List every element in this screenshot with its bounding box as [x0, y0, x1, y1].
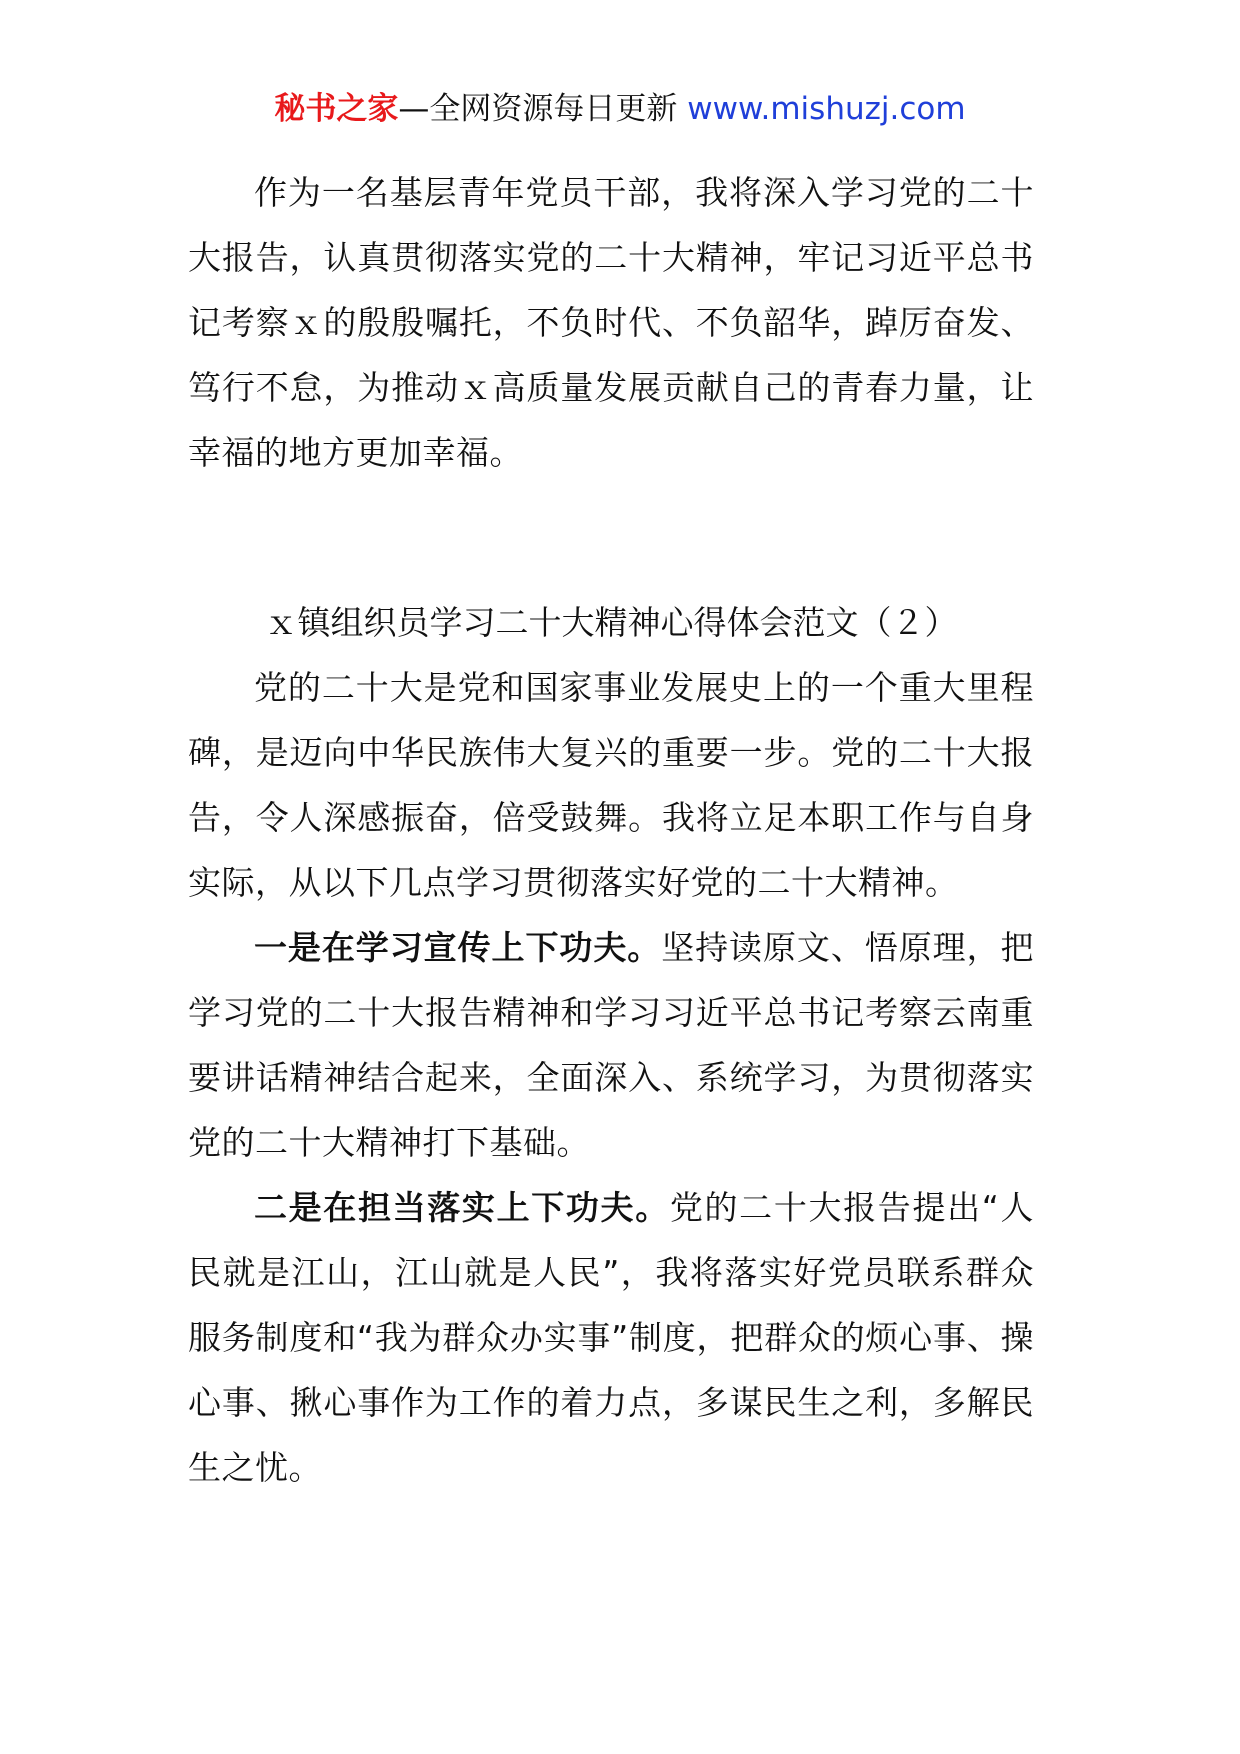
site-url-link[interactable]: www.mishuzj.com [687, 91, 966, 127]
paragraph-overview: 党的二十大是党和国家事业发展史上的一个重大里程碑，是迈向中华民族伟大复兴的重要一步。党的二十大报告，令人深感振奋，倍受鼓舞。我将立足本职工作与自身实际，从以下几点学习贯彻落实好党的二十大精神。 [188, 668, 1034, 902]
point-2-body: 党的二十大报告提出“人民就是江山，江山就是人民”，我将落实好党员联系群众服务制度和“我为群众办实事”制度，把群众的烦心事、操心事、揪心事作为工作的着力点，多谋民生之利，多解民生之忧。 [188, 1188, 1034, 1487]
title-block [188, 590, 1034, 655]
brand-name: 秘书之家 [274, 91, 399, 127]
page-header [0, 86, 1240, 132]
header-tagline: —全网资源每日更新 [398, 91, 688, 127]
section-spacer [188, 485, 1034, 590]
point-2-lead: 二是在担当落实上下功夫。 [254, 1188, 670, 1227]
document-title: ｘ镇组织员学习二十大精神心得体会范文（２） [264, 603, 958, 642]
paragraph-point-2 [188, 1175, 1034, 1500]
intro-paragraph: 作为一名基层青年党员干部，我将深入学习党的二十大报告，认真贯彻落实党的二十大精神，牢记习近平总书记考察ｘ的殷殷嘱托，不负时代、不负韶华，踔厉奋发、笃行不怠，为推动ｘ高质量发展贡献自己的青春力量，让幸福的地方更加幸福。 [188, 173, 1034, 472]
document-body [188, 160, 1034, 1500]
paragraph-point-1 [188, 915, 1034, 1175]
point-1-lead: 一是在学习宣传上下功夫。 [254, 928, 662, 967]
point-1-body: 坚持读原文、悟原理，把学习党的二十大报告精神和学习习近平总书记考察云南重要讲话精神结合起来，全面深入、系统学习，为贯彻落实党的二十大精神打下基础。 [188, 928, 1035, 1162]
